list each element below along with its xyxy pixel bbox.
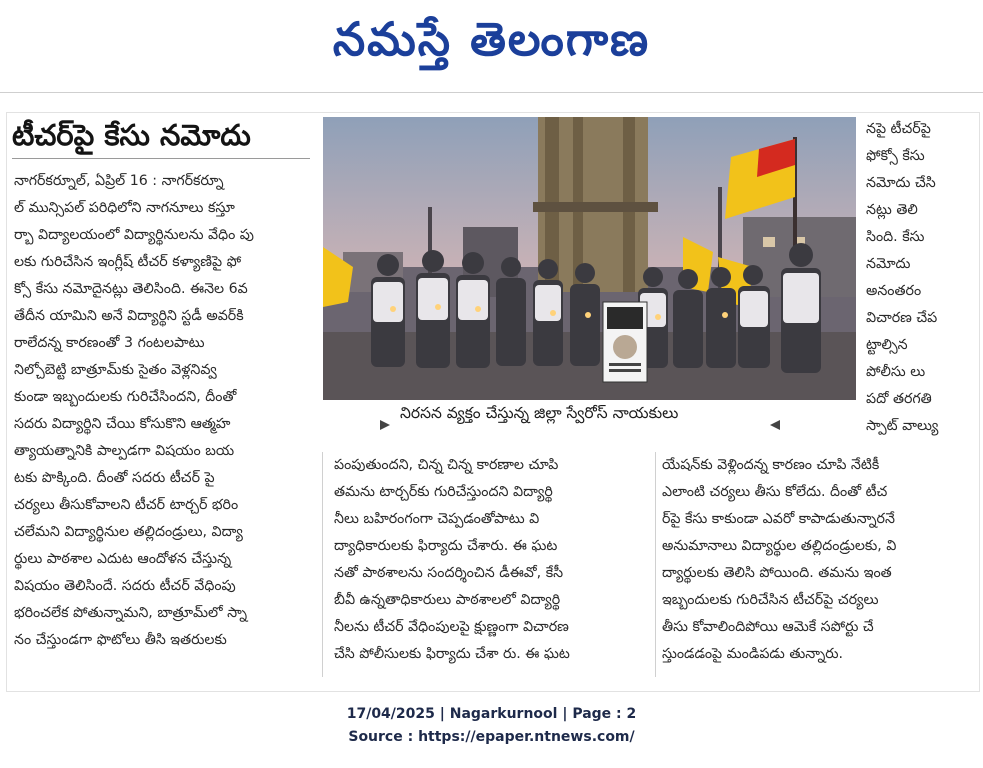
- masthead-divider: [0, 92, 983, 93]
- caption-right-marker: [770, 415, 780, 425]
- article-text-line: బీవీ ఉన్నతాధికారులు పాఠశాలలో విద్యార్థి: [334, 592, 561, 608]
- protest-photo: [323, 117, 856, 400]
- article-text-line: చర్యలు తీసుకోవాలని టీచర్‌ టార్చర్‌ భరిం: [14, 497, 239, 513]
- article-text-line: త్యాయత్నానికి పాల్పడగా విషయం బయ: [14, 443, 235, 459]
- article-text-line: ట్టాల్సిన: [866, 337, 908, 353]
- article-text-line: ఇబ్బందులకు గురిచేసిన టీచర్‌పై చర్యలు: [662, 592, 879, 608]
- article-text-line: అనుమానాలు విద్యార్థుల తల్లిదండ్రులకు, వి: [662, 538, 897, 554]
- article-text-line: స్తుండడంపై మండిపడు తున్నారు.: [662, 646, 844, 662]
- column-rule-1: [322, 452, 323, 677]
- article-column-2: [334, 452, 652, 668]
- article-text-line: నట్లు తెలి: [866, 202, 918, 218]
- article-text-line: స్పాట్‌ వాల్యు: [866, 418, 939, 434]
- footer-source-line: Source : https://epaper.ntnews.com/: [348, 729, 635, 745]
- masthead: [0, 6, 983, 72]
- newspaper-title: నమస్తే తెలంగాణ: [332, 12, 651, 66]
- headline-divider: [12, 158, 310, 159]
- article-text-line: నిల్చోబెట్టి బాత్రూమ్‌కు సైతం వెళ్లనివ్వ: [14, 362, 217, 378]
- article-text-line: తేదీన యామిని అనే విద్యార్థిని స్టడీ అవర్‌కి: [14, 308, 244, 324]
- article-text-line: ద్యార్థులకు తెలిసి పోయింది. తమను ఇంత: [662, 565, 892, 581]
- article-text-line: కుండా ఇబ్బందులకు గురిచేసిందని, దీంతో: [14, 389, 237, 405]
- article-text-line: విషయం తెలిసిందే. సదరు టీచర్‌ వేధింపు: [14, 578, 236, 594]
- article-text-line: ద్యాధికారులకు ఫిర్యాదు చేశారు. ఈ ఘట: [334, 538, 558, 554]
- article-text-line: చలేమని విద్యార్థినుల తల్లిదండ్రులు, విద్యా: [14, 524, 243, 540]
- article-text-line: సింది. కేసు: [866, 229, 925, 245]
- footer-date-line: 17/04/2025 | Nagarkurnool | Page : 2: [346, 706, 637, 722]
- article-text-line: నతో పాఠశాలను సందర్శించిన డీఈవో, కేసీ: [334, 565, 564, 581]
- article-text-line: విచారణ చేప: [866, 310, 938, 326]
- article-text-line: నపై టీచర్‌పై: [866, 121, 931, 137]
- article-text-line: రాలేదన్న కారణంతో 3 గంటలపాటు: [14, 335, 205, 351]
- article-column-4: [866, 116, 976, 440]
- article-text-line: సదరు విద్యార్థిని చేయి కోసుకొని ఆత్మహ: [14, 416, 231, 432]
- article-text-line: ల్‌ మున్సిపల్‌ పరిధిలోని నాగనూలు కస్తూ: [14, 200, 235, 216]
- article-text-line: ఎలాంటి చర్యలు తీసు కోలేదు. దీంతో టీచ: [662, 484, 888, 500]
- article-text-line: క్సో కేసు నమోదైనట్లు తెలిసింది. ఈనెల 6వ: [14, 281, 248, 297]
- caption-left-marker: [380, 415, 390, 425]
- article-text-line: లకు గురిచేసిన ఇంగ్లీష్‌ టీచర్‌ కళ్యాణిపై ఫో: [14, 254, 242, 270]
- article-text-line: నీలను టీచర్‌ వేధింపులపై క్షుణ్ణంగా విచారణ: [334, 619, 569, 635]
- article-text-line: ర్థులు పాఠశాల ఎదుట ఆందోళన చేస్తున్న: [14, 551, 232, 567]
- article-text-line: ఫోక్సో కేసు: [866, 148, 925, 164]
- protest-photo-image: [323, 117, 856, 400]
- article-text-line: భరించలేక పోతున్నామని, బాత్రూమ్‌లో స్నా: [14, 605, 247, 621]
- photo-caption: నిరసన వ్యక్తం చేస్తున్న జిల్లా స్వేరోస్‌ నాయకులు: [400, 404, 679, 422]
- article-text-line: చేసి పోలీసులకు ఫిర్యాదు చేశా రు. ఈ ఘట: [334, 646, 570, 662]
- article-text-line: ర్బా విద్యాలయంలో విద్యార్థినులను వేధిం పు: [14, 227, 254, 243]
- article-text-line: నం చేస్తుండగా ఫొటోలు తీసి ఇతరులకు: [14, 632, 227, 648]
- column-rule-2: [655, 452, 656, 677]
- article-text-line: నాగర్‌కర్నూల్‌, ఏప్రిల్‌ 16 : నాగర్‌కర్నూ: [14, 173, 224, 189]
- article-text-line: తమను టార్చర్‌కు గురిచేస్తుందని విద్యార్థి: [334, 484, 553, 500]
- article-column-3: [662, 452, 974, 668]
- article-text-line: నీలు బహిరంగంగా చెప్పడంతోపాటు వి: [334, 511, 540, 527]
- article-text-line: నమోదు చేసి: [866, 175, 936, 191]
- article-text-line: నమోదు: [866, 256, 911, 272]
- article-text-line: పంపుతుందని, చిన్న చిన్న కారణాల చూపి: [334, 457, 559, 473]
- article-text-line: టకు పొక్కింది. దీంతో సదరు టీచర్‌ పై: [14, 470, 215, 486]
- article-text-line: ర్‌పై కేసు కాకుండా ఎవరో కాపాడుతున్నారనే: [662, 511, 895, 527]
- article-text-line: పదో తరగతి: [866, 391, 932, 407]
- article-text-line: అనంతరం: [866, 283, 922, 299]
- article-column-1: [14, 168, 312, 654]
- article-headline: టీచర్‌పై కేసు నమోదు: [12, 118, 251, 152]
- article-text-line: పోలీసు లు: [866, 364, 926, 380]
- article-text-line: తీసు కోవాలిందిపోయి ఆమెకే సపోర్టు చే: [662, 619, 874, 635]
- article-text-line: యేషన్‌కు వెళ్లిందన్న కారణం చూపి నేటికీ: [662, 457, 880, 473]
